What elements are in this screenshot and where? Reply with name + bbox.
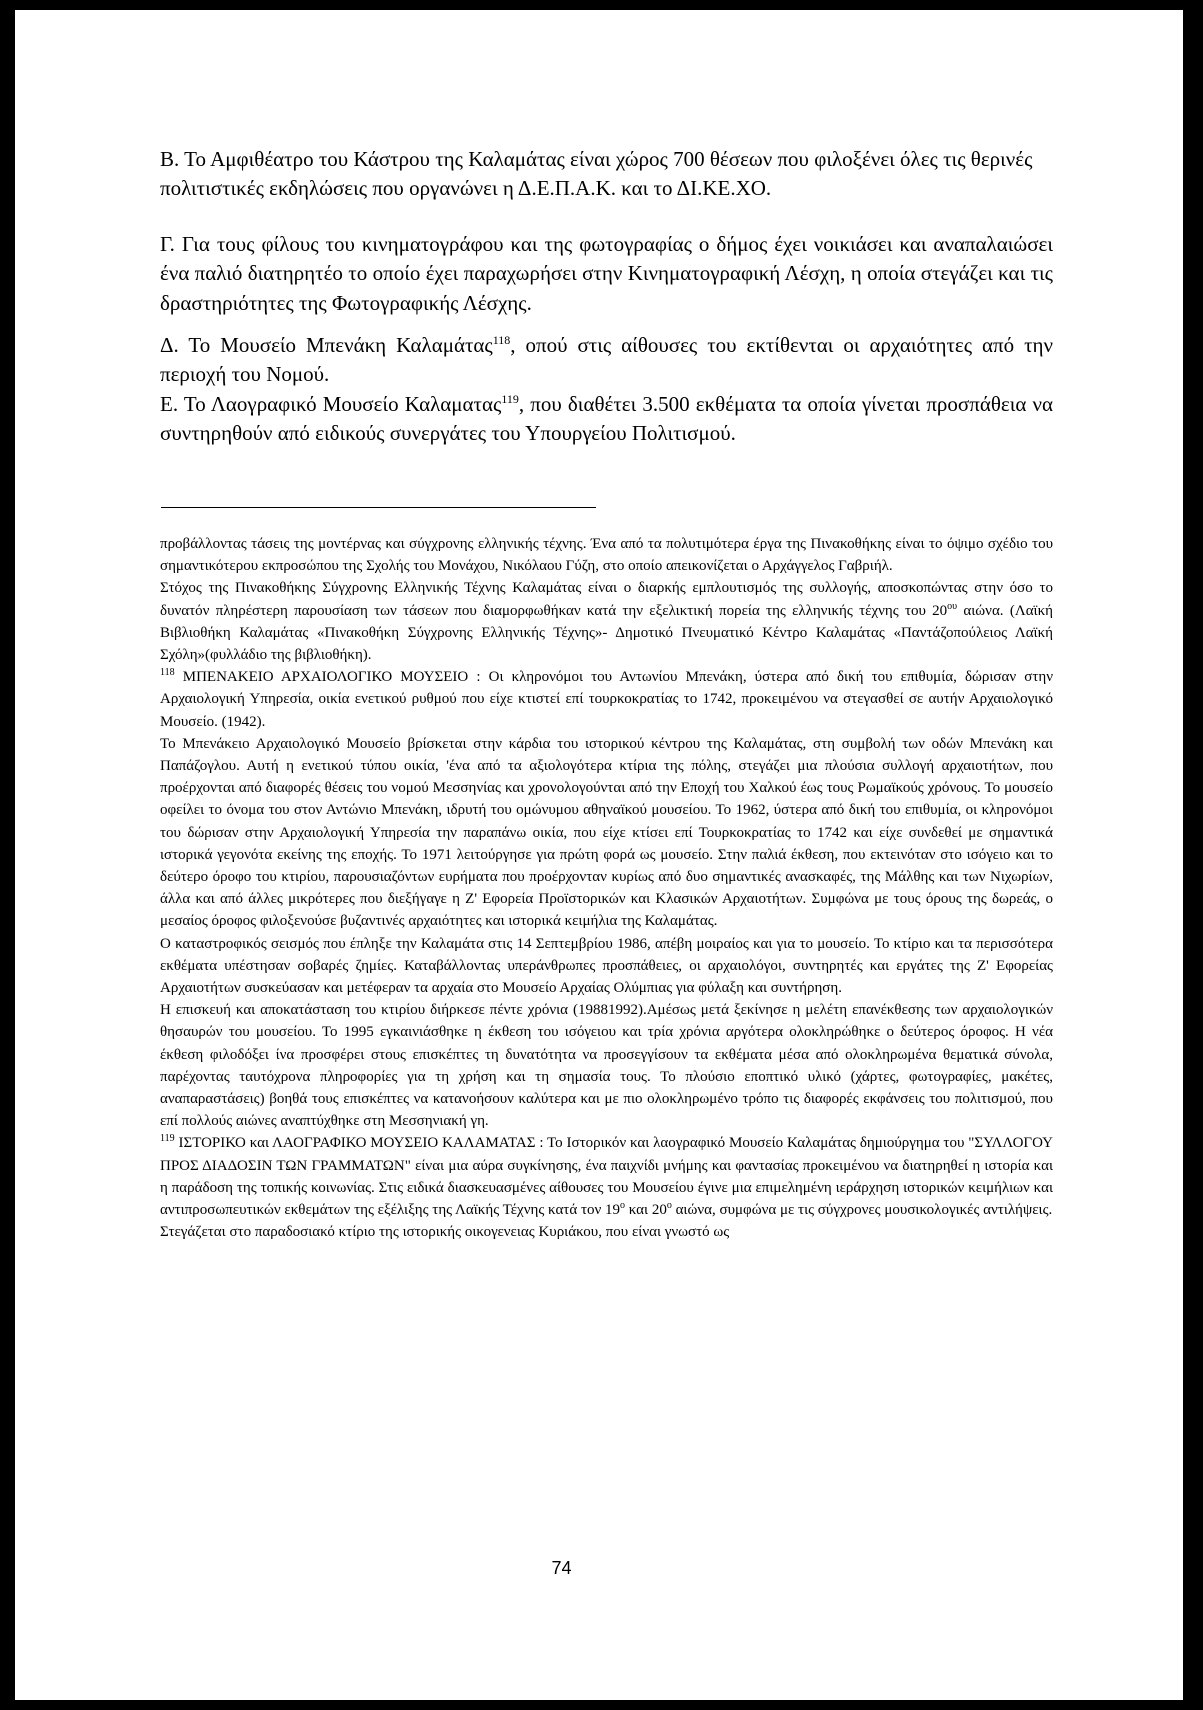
footnotes bbox=[160, 533, 1053, 1244]
document-page bbox=[15, 10, 1183, 1700]
paragraph-e bbox=[160, 390, 1053, 449]
footnote-119-text-2: και 20 bbox=[625, 1202, 667, 1219]
paragraph-g: Γ. Για τους φίλους του κινηματογράφου και της φωτογραφίας ο δήμος έχει νοικιάσει και αναπαλαιώσει ένα παλιό διατηρητέο το οποίο έχει παραχωρήσει στην Κινηματογραφική Λέσχη, η οποία στεγάζει και τις δραστηριότητες της Φωτογραφικής Λέσχης. bbox=[160, 232, 1053, 315]
footnote-goal-sup: ου bbox=[947, 600, 958, 612]
footnote-119-marker: 119 bbox=[160, 1133, 175, 1145]
paragraph-b-text: Β. Το Αμφιθέατρο του Κάστρου της Καλαμάτας είναι χώρος 700 θέσεων που φιλοξένει όλες τις θερινές πολιτιστικές εκδηλώσεις που οργανώνει η Δ.Ε.Π.Α.Κ. και το ΔΙ.ΚΕ.ΧΟ. bbox=[160, 147, 1033, 201]
footnote-118 bbox=[160, 666, 1053, 733]
footnote-119-last-line: Στεγάζεται στο παραδοσιακό κτίριο της ιστορικής οικογενειας Κυριάκου, που είναι γνωστό ως bbox=[160, 1224, 730, 1241]
footnote-earthquake: Ο καταστροφικός σεισμός που έπληξε την Καλαμάτα στις 14 Σεπτεμβρίου 1986, απέβη μοιραίος και για το μουσείο. Το κτίριο και τα περισσότερα εκθέματα υπέστησαν σοβαρές ζημίες. Καταβάλλοντας υπεράνθρωπες προσπάθειες, οι αρχαιολόγοι, συντηρητές και εργάτες της Ζ' Εφορείας Αρχαιοτήτων συσκεύασαν και μετέφεραν τα αρχαία στο Μουσείο Αρχαίας Ολύμπιας για φύλαξη και συντήρηση. bbox=[160, 935, 1053, 997]
footnote-restoration: Η επισκευή και αποκατάσταση του κτιρίου διήρκεσε πέντε χρόνια (19881992).Αμέσως μετά ξεκίνησε η μελέτη επανέκθεσης των αρχαιολογικών θησαυρών του μουσείου. Το 1995 εγκαινιάσθηκε η έκθεση του ισόγειου και τρία χρόνια αργότερα ολοκληρώθηκε ο δεύτερος όροφος. Η νέα έκθεση φιλοδόξει ίνα προσφέρει στους επισκέπτες τη δυνατότητα να προσεγγίσουν τα εκθέματα μέσα από ολοκληρωμένα θεματικά σύνολα, παρέχοντας ταυτόχρονα πληροφορίες για τη χρήση και τη σημασία τους. Το πλούσιο εποπτικό υλικό (χάρτες, φωτογραφίες, μακέτες, αναπαραστάσεις) βοηθά τους επισκέπτες να κατανοήσουν καλύτερα και με πιο ολοκληρωμένο τρόπο τις διαφορές εκφάνσεις του πολιτισμού, που επί πολλούς αιώνες αναπτύχθηκε στη Μεσσηνιακή γη. bbox=[160, 1002, 1053, 1130]
page-number: 74 bbox=[551, 1558, 572, 1578]
footnote-119-sup-2: ο bbox=[666, 1200, 672, 1212]
footnote-goal-start: Στόχος της Πινακοθήκης Σύγχρονης Ελληνικής Τέχνης Καλαμάτας είναι ο διαρκής εμπλουτισμός της συλλογής, αποσκοπώντας στην όσο το δυνατόν πληρέστερη παρουσίαση των τάσεων που διαμορφωθήκαν κατά την εξελικτική πορεία της ελληνικής τέχνης του 20 bbox=[160, 580, 1053, 619]
footnote-benaki-history: Το Μπενάκειο Αρχαιολογικό Μουσείο βρίσκεται στην κάρδια του ιστορικού κέντρου της Καλαμάτας, στη συμβολή των οδών Μπενάκη και Παπάζογλου. Αυτή η ενετικού τύπου οικία, 'ένα από τα αξιολογότερα κτίρια της πόλης, στεγάζει μια πλούσια συλλογή αρχαιοτήτων, που προέρχονται από διαφορές θέσεις του νομού Μεσσηνίας και χρονολογούνται από την Εποχή του Χαλκού έως τους Ρωμαϊκούς χρόνους. Το μουσείο οφείλει το όνομα του στον Αντώνιο Μπενάκη, ιδρυτή του ομώνυμου αθηναϊκού μουσείου. Το 1962, ύστερα από δική του επιθυμία, οι κληρονόμοι του δώρισαν στην Αρχαιολογική Υπηρεσία την παραπάνω οικία, που είχε κτίσει επί Τουρκοκρατίας το 1742 και είχε συνδεθεί με σημαντικά ιστορικά γεγονότα εκείνης της εποχής. Το 1971 λειτούργησε για πρώτη φορά ως μουσείο. Στην παλιά έκθεση, που εκτεινόταν στο ισόγειο και το δεύτερο όροφο του κτιρίου, παρουσιαζόντων ευρήματα που προέρχονταν κυρίως από δυο σημαντικές ανασκαφές, της Μάλθης και των Νιχωρίων, άλλα και από άλλες μικρότερες που διεξήγαγε η Ζ' Εφορεία Προϊστορικών και Κλασικών Αρχαιοτήτων. Συμφώνα με τους όρους της δωρεάς, ο μεσαίος όροφος φιλοξενούσε βυζαντινές αρχαιότητες και ιστορικά κειμήλια της Καλαμάτας. bbox=[160, 735, 1053, 930]
footnote-goal-end: αιώνα. (Λαϊκή Βιβλιοθήκη Καλαμάτας «Πινακοθήκη Σύγχρονης Ελληνικής Τέχνης»- Δημοτικό Πνευματικό Κέντρο Καλαμάτας «Παντάζοπούλειος Λαϊκή Σχόλη»(φυλλάδιο της βιβλιοθήκη). bbox=[160, 602, 1054, 664]
footnote-ref-118: 118 bbox=[492, 333, 511, 347]
paragraph-e-end: , που διαθέτει 3.500 εκθέματα τα οποία γίνεται προσπάθεια να συντηρηθούν από ειδικούς συνεργάτες του Υπουργείου Πολιτισμού. bbox=[160, 391, 1053, 445]
footnote-119-text-3: αιώνα, συμφώνα με τις σύγχρονες μουσικολογικές αντιλήψεις. bbox=[671, 1202, 1053, 1219]
footnote-118-text: ΜΠΕΝΑΚΕΙΟ ΑΡΧΑΙΟΛΟΓΙΚΟ ΜΟΥΣΕΙΟ : Οι κληρονόμοι του Αντωνίου Μπενάκη, ύστερα από δική του επιθυμία, δώρισαν στην Αρχαιολογική Υπηρεσία, οικία ενετικού ρυθμού που είχε κτιστεί επί τουρκοκρατίας το 1742, προκειμένου να στεγασθεί σε αυτήν Αρχαιολογικό Μουσείο. (1942). bbox=[160, 669, 1053, 730]
footnote-118-marker: 118 bbox=[160, 667, 175, 679]
footnote-119 bbox=[160, 1132, 1053, 1221]
footnote-119-text: ΙΣΤΟΡΙΚΟ και ΛΑΟΓΡΑΦΙΚΟ ΜΟΥΣΕΙΟ ΚΑΛΑΜΑΤΑΣ : Το Ιστορικόν και λαογραφικό Μουσείο Καλαμάτας δημιούργημα του "ΣΥΛΛΟΓΟΥ ΠΡΟΣ ΔΙΑΔΟΣΙΝ ΤΩΝ ΓΡΑΜΜΑΤΩΝ" είναι μια αύρα συγκίνησης, ένα παιχνίδι μνήμης και φαντασίας προκειμένου να διατηρηθεί η ιστορία και η παράδοση της τοπικής κοινωνίας. Στις ειδικά διασκευασμένες αίθουσες του Μουσείου έγινε μια επιμελημένη ιεράρχηση ιστορικών κειμήλιων και αντιπροσωπευτικών εκθεμάτων της εξέλιξης της Λαϊκής Τέχνης κατά τον 19 bbox=[160, 1135, 1053, 1219]
paragraph-b bbox=[160, 145, 1053, 204]
paragraph-d-start: Δ. Το Μουσείο Μπενάκη Καλαμάτας bbox=[160, 333, 493, 357]
main-text bbox=[160, 145, 1053, 204]
footnote-separator bbox=[161, 507, 596, 508]
footnote-continuation: προβάλλοντας τάσεις της μοντέρνας και σύγχρονης ελληνικής τέχνης. Ένα από τα πολυτιμότερα έργα της Πινακοθήκης είναι το όψιμο σχέδιο του σημαντικότερου εκπροσώπου της Σχολής του Μονάχου, Νικόλαου Γύζη, στο οποίο απεικονίζεται ο Αρχάγγελος Γαβριήλ. bbox=[160, 536, 1053, 575]
footnote-goal bbox=[160, 577, 1053, 666]
paragraph-d-end: , οπού στις αίθουσες του εκτίθενται οι αρχαιότητες από την περιοχή του Νομού. bbox=[160, 333, 1053, 387]
main-text-3 bbox=[160, 331, 1053, 448]
footnote-119-sup-1: ο bbox=[620, 1200, 625, 1212]
paragraph-e-start: Ε. Το Λαογραφικό Μουσείο Καλαματας bbox=[160, 391, 502, 416]
footnote-ref-119: 119 bbox=[501, 391, 519, 406]
main-text-2 bbox=[160, 230, 1053, 318]
paragraph-d bbox=[160, 331, 1053, 390]
